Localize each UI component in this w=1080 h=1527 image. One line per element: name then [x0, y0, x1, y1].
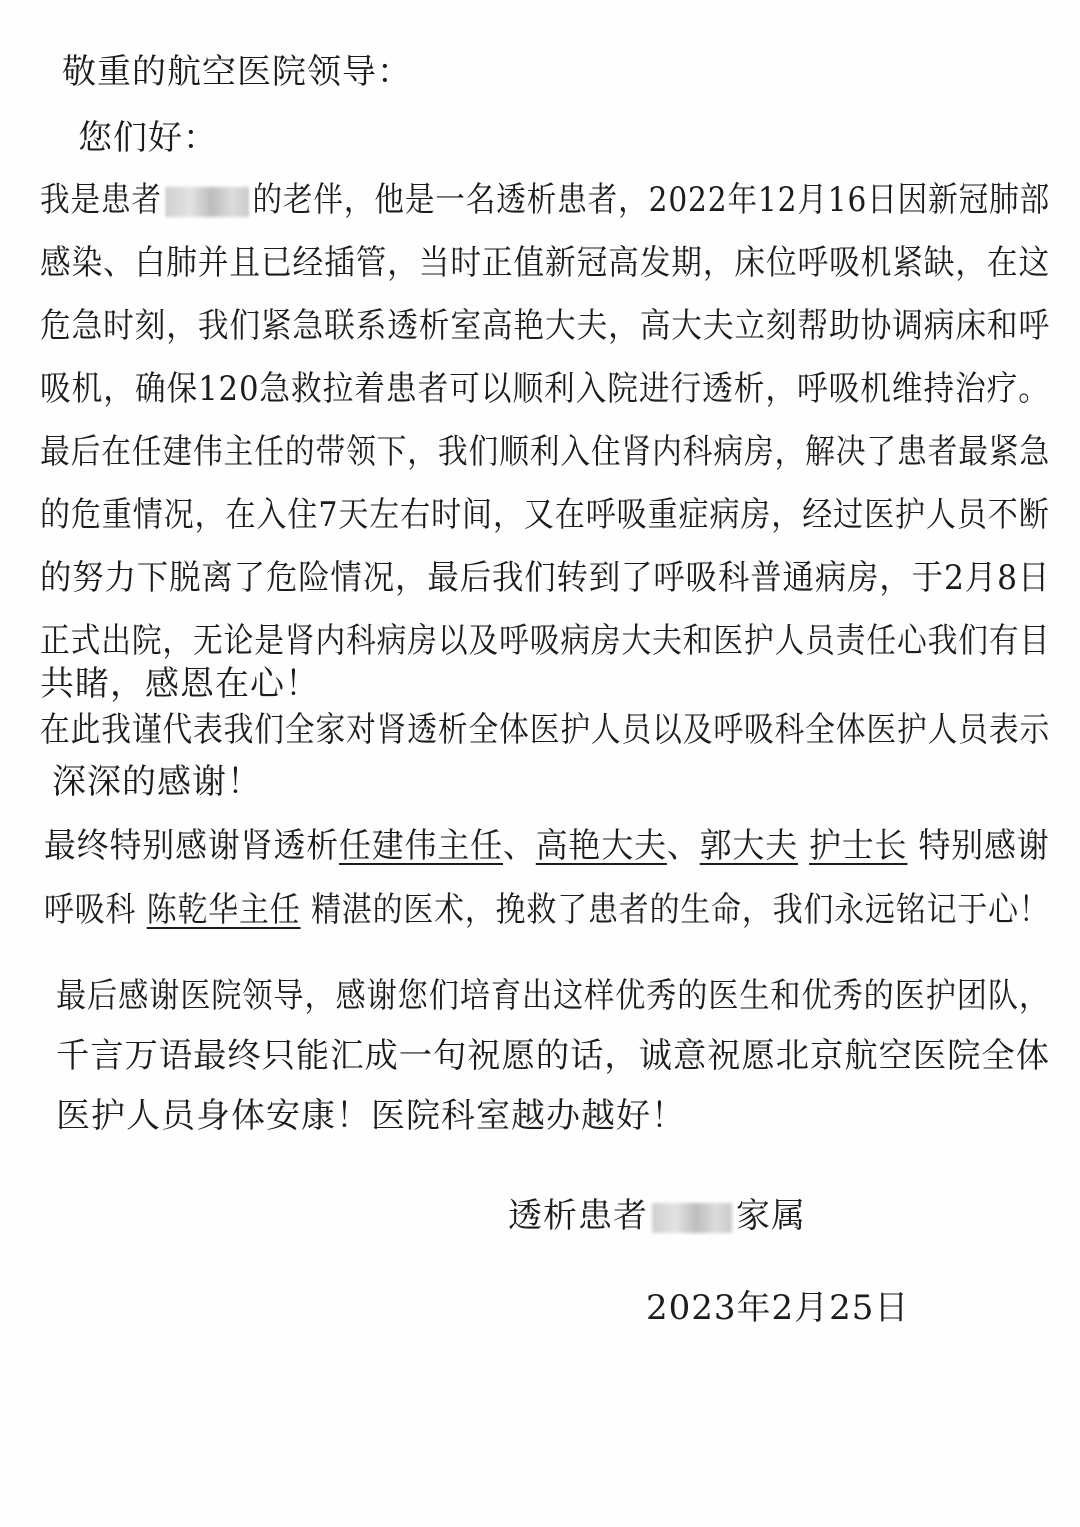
p3-line-2: [44, 890, 1050, 930]
p4-line-2: 千言万语最终只能汇成一句祝愿的话，诚意祝愿北京航空医院全体: [56, 1036, 1050, 1076]
p4-line-3: 医护人员身体安康！医院科室越办越好！: [56, 1096, 686, 1136]
p1-line-3: 危急时刻，我们紧急联系透析室高艳大夫，高大夫立刻帮助协调病床和呼: [40, 306, 1051, 346]
name-chen-qianhua: 陈乾华主任: [146, 890, 301, 930]
name-guo: 郭大夫: [699, 826, 799, 866]
p2-line-2: 深深的感谢！: [52, 762, 262, 802]
greeting: 您们好：: [78, 118, 218, 158]
p1-line-8: 正式出院，无论是肾内科病房以及呼吸病房大夫和医护人员责任心我们有目: [40, 621, 1051, 661]
redacted-signature-blur: [652, 1203, 732, 1233]
redacted-name-blur: [165, 187, 249, 217]
sep-2: 、: [666, 826, 700, 866]
p1-line-4: 吸机，确保120急救拉着患者可以顺利入院进行透析，呼吸机维持治疗。: [40, 369, 1050, 409]
p3-line-2-b: 精湛的医术，挽救了患者的生命，我们永远铭记于心！: [311, 890, 1050, 930]
p3-line-1-b: 特别感谢: [918, 826, 1050, 866]
name-ren-jianwei: 任建伟主任: [339, 826, 503, 866]
p1-line-7: 的努力下脱离了危险情况，最后我们转到了呼吸科普通病房，于2月8日: [40, 558, 1051, 598]
p1-line-2: 感染、白肺并且已经插管，当时正值新冠高发期，床位呼吸机紧缺，在这: [40, 243, 1051, 283]
p1-line-1: [40, 180, 1050, 220]
p3-line-1-a: 最终特别感谢肾透析: [44, 826, 340, 866]
name-gao-yan: 高艳大夫: [535, 826, 667, 866]
p1-line-5: 最后在任建伟主任的带领下，我们顺利入住肾内科病房，解决了患者最紧急: [40, 432, 1051, 472]
sep-1: 、: [502, 826, 536, 866]
signature-prefix: 透析患者: [508, 1196, 648, 1236]
signature-suffix: 家属: [736, 1196, 806, 1236]
salutation: 敬重的航空医院领导：: [62, 52, 412, 92]
head-nurse: 护士长: [809, 826, 908, 866]
p2-line-1: 在此我谨代表我们全家对肾透析全体医护人员以及呼吸科全体医护人员表示: [40, 710, 1051, 750]
p3-line-2-a: 呼吸科: [44, 890, 137, 930]
p1-line-1-b: 的老伴，他是一名透析患者，2022年12月16日因新冠肺部: [252, 180, 1051, 220]
signature: [508, 1196, 806, 1236]
letter-date: 2023年2月25日: [646, 1288, 910, 1328]
p3-line-1: [44, 826, 1050, 866]
p1-line-9: 共睹，感恩在心！: [40, 664, 320, 704]
p4-line-1: 最后感谢医院领导，感谢您们培育出这样优秀的医生和优秀的医护团队，: [56, 976, 1050, 1016]
p1-line-6: 的危重情况，在入住7天左右时间，又在呼吸重症病房，经过医护人员不断: [40, 495, 1050, 535]
p1-line-1-a: 我是患者: [40, 180, 162, 220]
